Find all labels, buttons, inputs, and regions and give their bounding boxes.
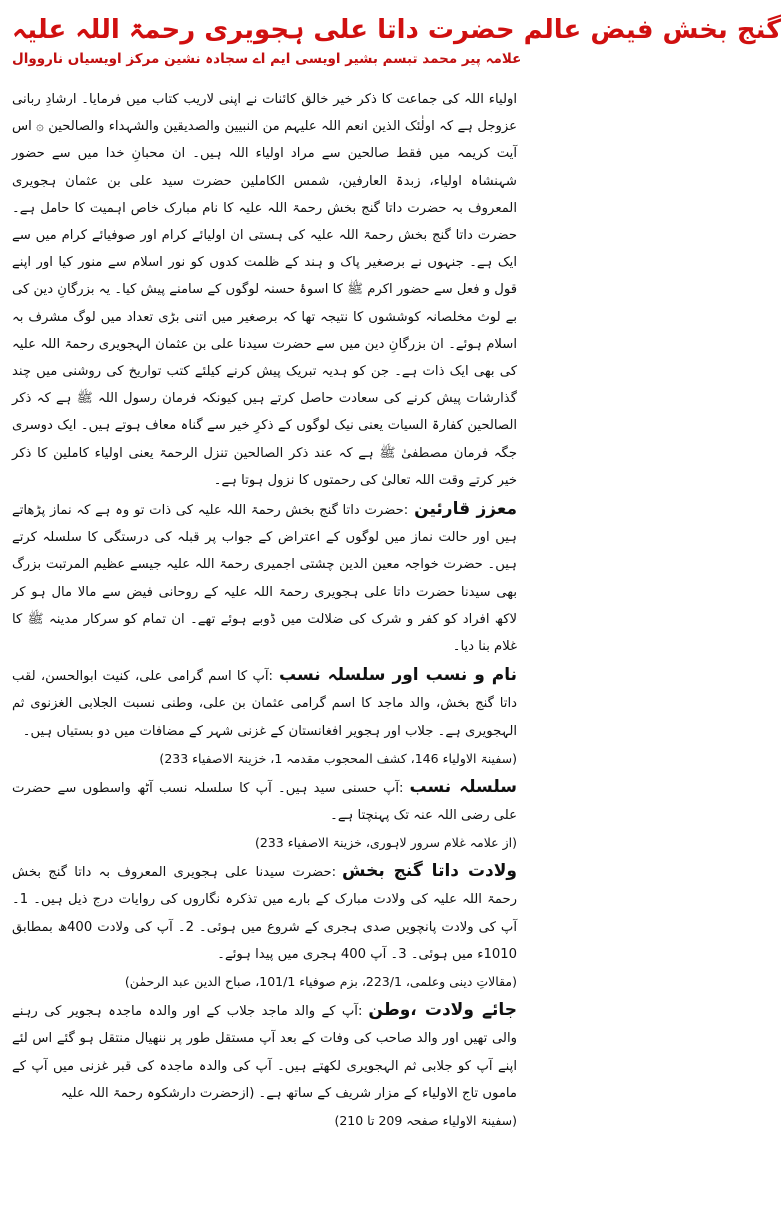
article-body (12, 86, 517, 1134)
section-reference: (سفینۃ الاولیاء 146، کشف المحجوب مقدمہ 1، خزینۃ الاصفیاء 233) (159, 750, 517, 766)
section-paragraph (12, 774, 517, 856)
section-text: :حضرت سیدنا علی ہجویری المعروف بہ داتا گنج بخش رحمۃ اللہ علیہ کی ولادت مبارک کے بارے میں تذکرہ نگاروں کی روایات درج ذیل ہیں۔ 1۔ آپ کی ولادت پانچویں صدی ہجری کے شروع میں ہوئی۔ 2۔ آپ کی ولادت 400ھ بمطابق 1010ء میں ہوئی۔ 3۔ آپ 400 ہجری میں پیدا ہوئے۔ (12, 865, 517, 962)
section-paragraph (12, 662, 517, 772)
intro-paragraph: اولیاء اللہ کی جماعت کا ذکر خیر خالق کائنات نے اپنی لاریب کتاب میں فرمایا۔ ارشادِ ربانی عزوجل ہے کہ اولٰئک الذین انعم اللہ علیہم من النبیین والصدیقین والشہداء والصالحین ۞ اس آیت کریمہ میں فقط صالحین سے مراد اولیاء اللہ ہیں۔ ان محبانِ خدا میں سے حضور شہنشاہ اولیاء، زبدۃ العارفین، شمس الکاملین حضرت سید علی بن عثمان ہجویری المعروف بہ حضرت داتا گنج بخش رحمۃ اللہ علیہ کا نام مبارک خاص اہمیت کا حامل ہے۔ حضرت داتا گنج بخش رحمۃ اللہ علیہ کی ہستی ان اولیائے کرام اور صوفیائے کرام میں سے ایک ہے۔ جنہوں نے برصغیر پاک و ہند کے ظلمت کدوں کو نور اسلام سے منور کیا اور اپنے قول و فعل سے حضور اکرم ﷺ کا اسوۂ حسنہ لوگوں کے سامنے پیش کیا۔ یہ بزرگانِ دین کی بے لوث مخلصانہ کوششوں کا نتیجہ تھا کہ برصغیر میں اتنی بڑی تعداد میں لوگ مشرف بہ اسلام ہوئے۔ ان بزرگانِ دین میں سے حضرت سیدنا علی بن عثمان الہجویری رحمۃ اللہ علیہ کی بھی ایک ذات ہے۔ جن کو ہدیہ تبریک پیش کرنے کیلئے کتب تواریخ کی روشنی میں چند گذارشات پیش کرنے کی سعادت حاصل کرتے ہیں کیونکہ فرمان رسول اللہ ﷺ ہے کہ ذکر الصالحین کفارۃ السیات یعنی نیک لوگوں کے ذکرِ خیر سے گناہ معاف ہوتے ہیں۔ ایک دوسری جگہ فرمان مصطفیٰ ﷺ ہے کہ عند ذکر الصالحین تنزل الرحمۃ یعنی اولیاء کاملین کا ذکر خیر کرتے وقت اللہ تعالیٰ کی رحمتوں کا نزول ہوتا ہے۔ (12, 92, 517, 488)
section-heading: ولادت داتا گنج بخش (342, 861, 517, 882)
section-reference: (سفینۃ الاولیاء صفحہ 209 تا 210) (334, 1112, 517, 1128)
section-text: :حضرت داتا گنج بخش رحمۃ اللہ علیہ کی ذات تو وہ ہے کہ نماز پڑھاتے ہیں اور حالت نماز میں لوگوں کے اعتراض کے جواب پر قبلہ کی درستگی کا سلسلہ کرتے ہیں۔ حضرت خواجہ معین الدین چشتی اجمیری رحمۃ اللہ علیہ جیسے عظیم المرتبت بزرگ بھی سیدنا حضرت داتا علی ہجویری رحمۃ اللہ علیہ کے روحانی فیض سے مالا مال ہو کر لاکھ افراد کو کفر و شرک کی ضلالت میں ڈوبے ہوئے تھے۔ ان تمام کو سرکار مدینہ ﷺ کا غلام بنا دیا۔ (12, 503, 517, 655)
section-paragraph (12, 858, 517, 995)
section-text: :آپ کا اسم گرامی علی، کنیت ابوالحسن، لقب داتا گنج بخش، والد ماجد کا اسم گرامی عثمان بن علی، وطنی نسبت الجلابی الغزنوی ثم الہجویری ہے۔ جلاب اور ہجویر افغانستان کے غزنی شہر کے مضافات میں دو بستیاں ہیں۔ (12, 669, 517, 739)
section-text: :آپ کے والد ماجد جلاب کے اور والدہ ماجدہ ہجویر کی رہنے والی تھیں اور والد صاحب کی وفات کے بعد آپ مستقل طور پر ننھیال منتقل ہو گئے اس لئے اپنے آپ کو جلابی ثم الہجویری لکھتے ہیں۔ آپ کی والدہ ماجدہ کی قبر غزنی میں آپ کے ماموں تاج الاولیاء کے مزار شریف کے ساتھ ہے۔ (ازحضرت دارشکوہ رحمۃ اللہ علیہ (12, 1004, 517, 1101)
article-title: گنج بخش فیض عالم حضرت داتا علی ہجویری رحمۃ اللہ علیہ (12, 15, 781, 45)
section-paragraph (12, 997, 517, 1134)
section-reference: (مقالاتِ دینی وعلمی، 223/1، بزم صوفیاء 101/1، صباح الدین عبد الرحمٰن) (124, 974, 517, 990)
section-heading: نام و نسب اور سلسلہ نسب (278, 665, 518, 686)
section-heading: سلسلہ نسب (409, 776, 517, 797)
section-text: :آپ حسنی سید ہیں۔ آپ کا سلسلہ نسب آٹھ واسطوں سے حضرت علی رضی اللہ عنہ تک پہنچتا ہے۔ (12, 780, 517, 824)
section-heading: جائے ولادت ،وطن (368, 1000, 517, 1021)
section-reference: (از علامہ غلام سرور لاہوری، خزینۃ الاصفیاء 233) (254, 835, 517, 851)
section-heading: معزز قارئین (414, 499, 517, 520)
section-paragraph (12, 496, 517, 660)
author-byline: علامہ پیر محمد تبسم بشیر اویسی ایم اے سجادہ نشین مرکز اویسیاں نارووال (12, 51, 522, 67)
